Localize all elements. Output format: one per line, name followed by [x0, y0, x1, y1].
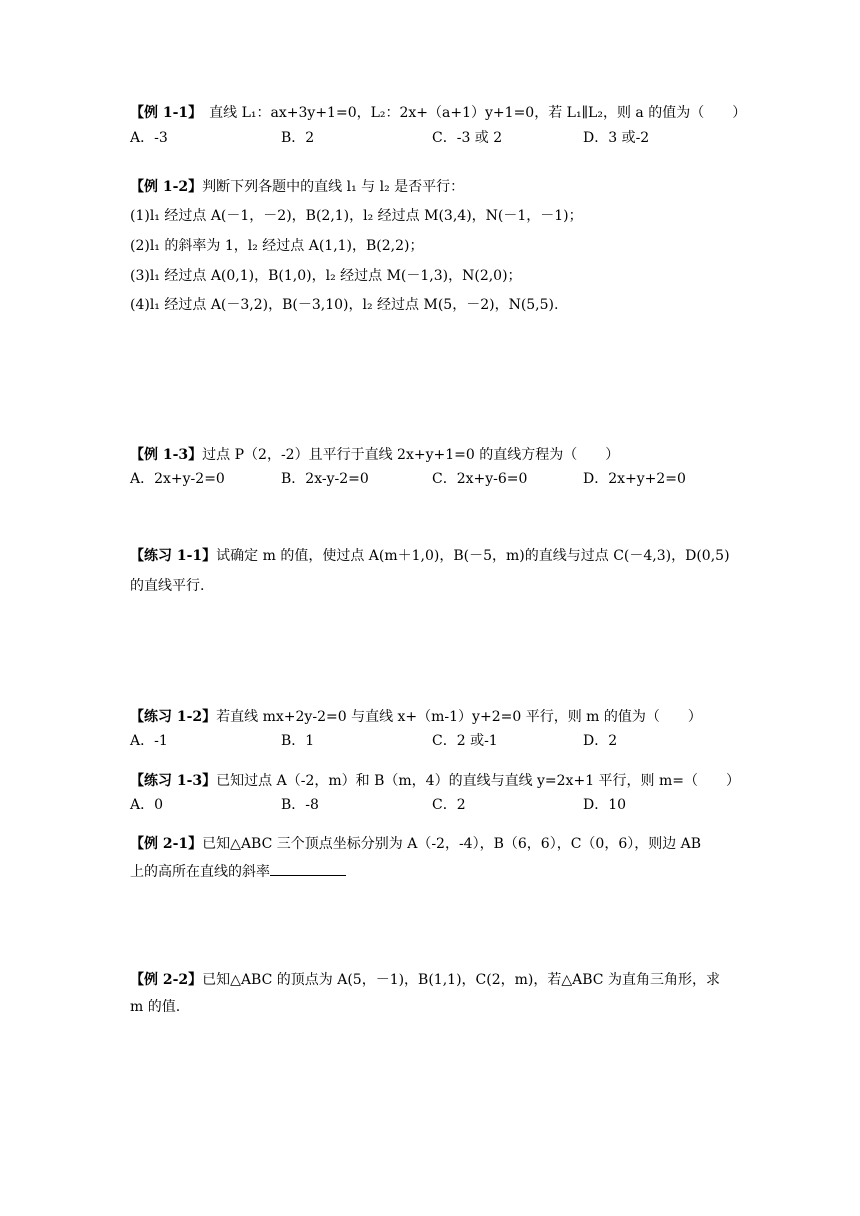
option-d: D．2x+y+2=0 [583, 471, 686, 487]
example-1-3-text: 过点 P（2，-2）且平行于直线 2x+y+1=0 的直线方程为（ ） [202, 447, 620, 463]
option-a: A．0 [130, 797, 164, 813]
practice-1-2-stem [130, 707, 702, 727]
option-b: B．2x-y-2=0 [281, 471, 369, 487]
example-1-2-item-4: (4)l₁ 经过点 A(－3,2)，B(－3,10)，l₂ 经过点 M(5，－2)，N(5,5). [130, 297, 559, 313]
example-1-2-item-2: (2)l₁ 的斜率为 1，l₂ 经过点 A(1,1)，B(2,2)； [130, 238, 424, 254]
option-b: B．2 [281, 130, 315, 146]
example-2-2-line-2: m 的值. [130, 999, 181, 1015]
example-2-2-tag: 【例 2-2】 [130, 972, 203, 988]
example-1-3-tag: 【例 1-3】 [130, 447, 203, 463]
option-a: A．-3 [130, 130, 168, 146]
practice-1-2-tag: 【练习 1-2】 [130, 709, 217, 725]
practice-1-1-line-2: 的直线平行. [130, 578, 205, 594]
practice-1-2-text: 若直线 mx+2y-2=0 与直线 x+（m-1）y+2=0 平行，则 m 的值为（ ） [216, 709, 702, 725]
option-b: B．-8 [281, 797, 319, 813]
practice-1-1-line-1 [130, 546, 730, 566]
example-1-2-text: 判断下列各题中的直线 l₁ 与 l₂ 是否平行： [202, 179, 465, 195]
example-1-3-stem [130, 445, 619, 465]
practice-1-3-text: 已知过点 A（-2，m）和 B（m，4）的直线与直线 y=2x+1 平行，则 m=（ ） [216, 773, 741, 789]
practice-1-3-tag: 【练习 1-3】 [130, 773, 217, 789]
example-1-2-stem [130, 177, 464, 197]
option-c: C．2x+y-6=0 [432, 471, 528, 487]
example-2-1-text-2: 上的高所在直线的斜率 [130, 864, 270, 880]
option-d: D．10 [583, 797, 627, 813]
option-a: A．-1 [130, 733, 168, 749]
practice-1-1-text: 试确定 m 的值，使过点 A(m＋1,0)，B(－5，m)的直线与过点 C(－4,3)，D(0,5) [216, 548, 730, 564]
example-2-1-text: 已知△ABC 三个顶点坐标分别为 A（-2，-4），B（6，6），C（0，6），则边 AB [202, 836, 702, 852]
example-2-1-tag: 【例 2-1】 [130, 836, 203, 852]
example-2-2-text: 已知△ABC 的顶点为 A(5，－1)，B(1,1)，C(2，m)，若△ABC 为直角三角形，求 [202, 972, 720, 988]
example-2-1-line-1 [130, 834, 701, 854]
example-1-2-item-1: (1)l₁ 经过点 A(－1，－2)，B(2,1)，l₂ 经过点 M(3,4)，N(－1，－1)； [130, 208, 583, 224]
example-1-1-text: 直线 L₁：ax+3y+1=0，L₂：2x+（a+1）y+1=0，若 L₁∥L₂，则 a 的值为（ ） [195, 105, 747, 121]
example-2-1-line-2 [130, 861, 346, 882]
example-1-2-item-3: (3)l₁ 经过点 A(0,1)，B(1,0)，l₂ 经过点 M(－1,3)，N(2,0)； [130, 268, 522, 284]
option-d: D．3 或-2 [583, 130, 650, 146]
practice-1-3-stem [130, 771, 740, 791]
option-c: C．2 或-1 [432, 733, 498, 749]
example-2-2-line-1 [130, 970, 720, 990]
practice-1-1-tag: 【练习 1-1】 [130, 548, 217, 564]
option-c: C．2 [432, 797, 466, 813]
answer-blank [270, 861, 346, 876]
example-1-2-tag: 【例 1-2】 [130, 179, 203, 195]
option-c: C．-3 或 2 [432, 130, 503, 146]
option-a: A．2x+y-2=0 [130, 471, 225, 487]
example-1-1-stem [130, 103, 746, 123]
example-1-1-tag: 【例 1-1】 [130, 105, 196, 121]
option-d: D．2 [583, 733, 618, 749]
option-b: B．1 [281, 733, 315, 749]
